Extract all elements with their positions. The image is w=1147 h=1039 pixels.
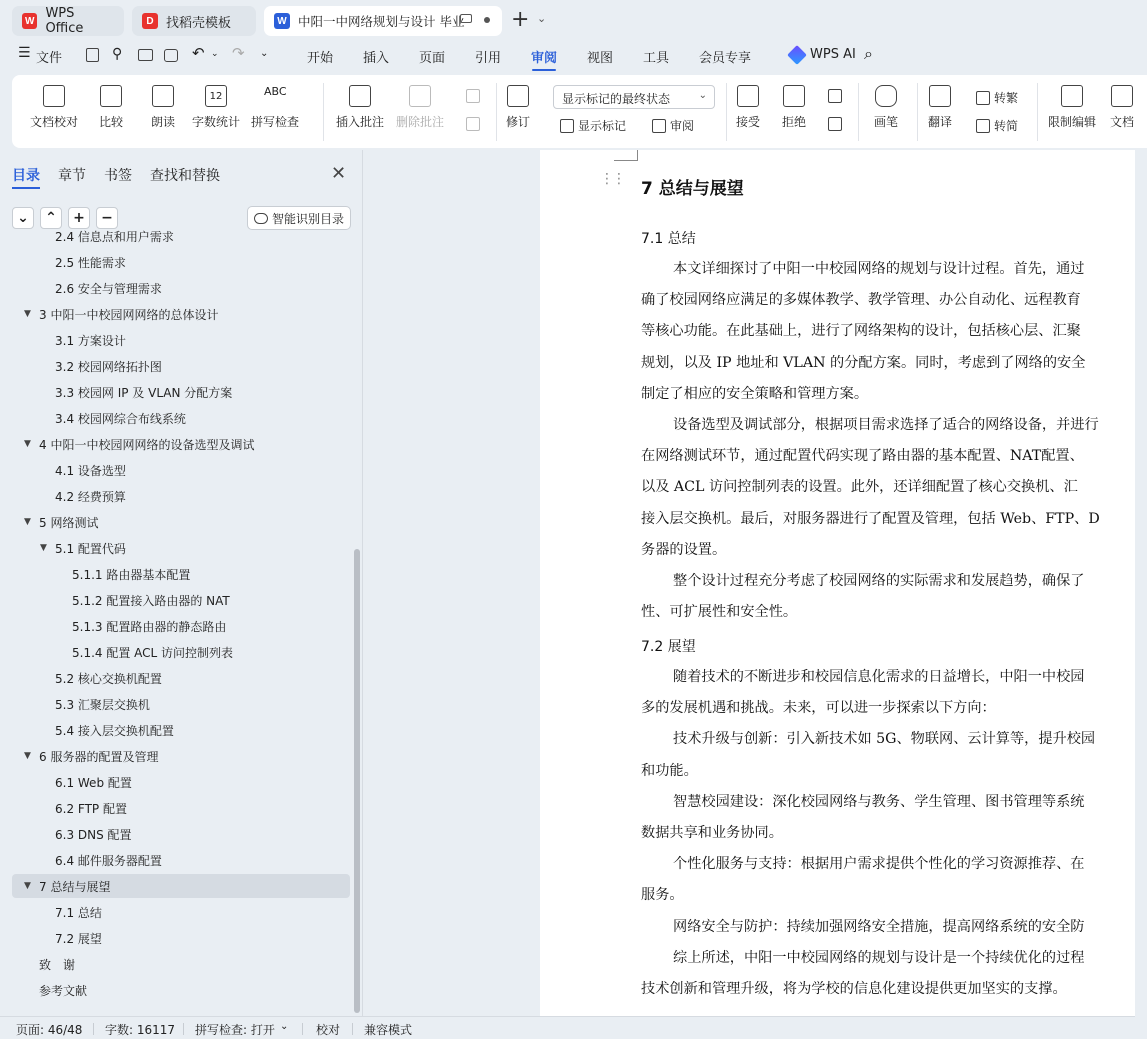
- toc-item-label: 6.4 邮件服务器配置: [55, 853, 162, 868]
- menu-references[interactable]: 引用: [475, 51, 502, 66]
- toc-item-label: 6.3 DNS 配置: [55, 827, 132, 842]
- paragraph-line: 技术升级与创新：引入新技术如 5G、物联网、云计算等，提升校园: [673, 731, 1096, 747]
- print-icon[interactable]: [138, 49, 153, 61]
- toc-item[interactable]: [12, 874, 350, 898]
- toc-item[interactable]: [12, 822, 350, 846]
- paragraph-line: 规划，以及 IP 地址和 VLAN 的分配方案。同时，考虑到了网络的安全: [641, 355, 1086, 371]
- word-count-icon: 12: [205, 85, 227, 107]
- paragraph-line: 务器的设置。: [641, 542, 727, 558]
- revise-button[interactable]: 修订: [506, 85, 530, 130]
- toc-item[interactable]: [12, 900, 350, 924]
- undo-icon[interactable]: ↶: [192, 44, 205, 62]
- reject-button[interactable]: 拒绝: [782, 85, 806, 130]
- word-count-indicator[interactable]: 字数: 16117: [105, 1023, 176, 1037]
- paragraph-line: 制定了相应的安全策略和管理方案。: [641, 386, 869, 402]
- toc-item-label: 6.2 FTP 配置: [55, 801, 127, 816]
- toc-item[interactable]: [12, 484, 350, 508]
- redo-icon[interactable]: ↷: [232, 44, 245, 62]
- word-doc-icon: W: [274, 13, 290, 29]
- review-pane-button[interactable]: 审阅: [652, 117, 694, 134]
- toc-item-label: 5.3 汇聚层交换机: [55, 697, 150, 712]
- panel-tab-toc[interactable]: 目录: [12, 168, 40, 184]
- tab-docer-templates[interactable]: [132, 6, 256, 36]
- next-comment-icon[interactable]: [466, 117, 484, 131]
- toc-item-label: 参考文献: [39, 983, 88, 998]
- toc-expand-arrow-icon[interactable]: ▼: [40, 543, 47, 553]
- tab-label: 找稻壳模板: [166, 15, 232, 31]
- next-change-icon[interactable]: [828, 117, 846, 131]
- tab-document[interactable]: [264, 6, 502, 36]
- delete-comment-button[interactable]: 删除批注: [396, 85, 444, 130]
- toc-item[interactable]: [12, 666, 350, 690]
- new-tab-button[interactable]: +: [511, 7, 530, 32]
- drag-handle-icon[interactable]: ⋮⋮: [600, 171, 624, 187]
- tab-label: 中阳一中网络规划与设计 毕业: [298, 14, 465, 29]
- toc-item-label: 5.1 配置代码: [55, 541, 126, 556]
- menu-wps-ai[interactable]: WPS AI: [810, 47, 856, 62]
- toc-item-label: 4.2 经费预算: [55, 489, 126, 504]
- menu-tools[interactable]: 工具: [643, 51, 670, 66]
- markup-display-select[interactable]: 显示标记的最终状态 ⌄: [553, 85, 715, 109]
- ribbon-separator: [323, 83, 324, 141]
- compare-icon: [100, 85, 122, 107]
- toc-item-label: 2.6 安全与管理需求: [55, 281, 162, 296]
- toc-item-label: 3 中阳一中校园网网络的总体设计: [39, 307, 219, 322]
- reject-icon: [783, 85, 805, 107]
- revise-icon: [507, 85, 529, 107]
- ribbon-separator: [917, 83, 918, 141]
- menu-member[interactable]: 会员专享: [699, 51, 752, 66]
- toc-item-label: 3.3 校园网 IP 及 VLAN 分配方案: [55, 385, 233, 400]
- remove-heading-button[interactable]: −: [96, 207, 118, 229]
- quick-access-chevron-icon[interactable]: ⌄: [260, 48, 269, 59]
- toc-expand-arrow-icon[interactable]: ▼: [24, 751, 31, 761]
- toc-item-label: 5.2 核心交换机配置: [55, 671, 162, 686]
- menu-page[interactable]: 页面: [419, 51, 446, 66]
- navigation-panel: [0, 150, 363, 1016]
- status-separator: [302, 1023, 303, 1035]
- toc-item[interactable]: [12, 926, 350, 950]
- ribbon-separator: [726, 83, 727, 141]
- toc-expand-arrow-icon[interactable]: ▼: [24, 881, 31, 891]
- toc-item-label: 5.4 接入层交换机配置: [55, 723, 174, 738]
- toc-item[interactable]: [12, 302, 350, 326]
- pen-icon: [875, 85, 897, 107]
- save-icon[interactable]: [86, 48, 99, 62]
- toc-item[interactable]: [12, 432, 350, 456]
- doc-proof-button[interactable]: 文档校对: [30, 85, 78, 130]
- status-separator: [352, 1023, 353, 1035]
- toc-item[interactable]: [12, 796, 350, 820]
- toc-item[interactable]: [12, 562, 350, 586]
- toc-item-label: 7 总结与展望: [39, 879, 111, 894]
- lock-doc-icon: [1061, 85, 1083, 107]
- delete-comment-icon: [409, 85, 431, 107]
- status-bar: [0, 1016, 1135, 1039]
- active-panel-tab-indicator: [12, 187, 40, 189]
- doc-permission-icon: [1111, 85, 1133, 107]
- prev-comment-icon[interactable]: [466, 89, 484, 103]
- status-separator: [183, 1023, 184, 1035]
- toc-item-label: 6.1 Web 配置: [55, 775, 132, 790]
- toc-item[interactable]: [12, 510, 350, 534]
- toc-scrollbar[interactable]: [354, 549, 360, 1013]
- paragraph-line: 在网络测试环节，通过配置代码实现了路由器的基本配置、NAT配置、: [641, 448, 1084, 464]
- unsaved-dot-icon[interactable]: [484, 17, 490, 23]
- toc-item[interactable]: [12, 692, 350, 716]
- spell-check-chevron-icon[interactable]: ⌄: [280, 1021, 289, 1032]
- toc-item-label: 7.2 展望: [55, 931, 102, 946]
- crop-mark: [614, 150, 638, 161]
- paragraph-line: 性、可扩展性和安全性。: [641, 604, 798, 620]
- read-aloud-icon: [152, 85, 174, 107]
- paragraph-line: 综上所述，中阳一中校园网络的规划与设计是一个持续优化的过程: [673, 950, 1085, 966]
- toc-item[interactable]: [12, 276, 350, 300]
- toc-item[interactable]: [12, 224, 350, 248]
- toc-item-label: 5.1.3 配置路由器的静态路由: [72, 619, 227, 634]
- toc-item[interactable]: [12, 328, 350, 352]
- heading-7-1: 7.1 总结: [641, 231, 696, 247]
- tab-label: WPS Office: [45, 6, 84, 36]
- to-traditional-button[interactable]: 转繁: [976, 89, 1018, 106]
- review-pane-icon: [652, 119, 666, 133]
- toc-item[interactable]: [12, 536, 350, 560]
- menu-review[interactable]: 审阅: [531, 51, 558, 66]
- toc-item[interactable]: [12, 614, 350, 638]
- toc-item[interactable]: [12, 588, 350, 612]
- paragraph-line: 个性化服务与支持：根据用户需求提供个性化的学习资源推荐、在: [673, 856, 1085, 872]
- hamburger-icon[interactable]: ☰: [18, 45, 31, 61]
- toc-item-label: 3.2 校园网络拓扑图: [55, 359, 162, 374]
- paragraph-line: 技术创新和管理升级，将为学校的信息化建设提供更加坚实的支撑。: [641, 981, 1067, 997]
- toc-item[interactable]: [12, 978, 350, 1002]
- prev-change-icon[interactable]: [828, 89, 846, 103]
- doc-proof-icon: [43, 85, 65, 107]
- translate-icon: [929, 85, 951, 107]
- paragraph-line: 确了校园网络应满足的多媒体教学、教学管理、办公自动化、远程教育: [641, 292, 1081, 308]
- show-markup-button[interactable]: 显示标记: [560, 117, 626, 134]
- show-markup-icon: [560, 119, 574, 133]
- toc-item-label: 2.4 信息点和用户需求: [55, 229, 174, 244]
- panel-tab-sections[interactable]: 章节: [58, 168, 86, 184]
- menu-bar: [0, 40, 1135, 72]
- toc-item[interactable]: [12, 380, 350, 404]
- toc-item-label: 5 网络测试: [39, 515, 99, 530]
- review-ribbon: [12, 75, 1147, 148]
- ink-button[interactable]: 画笔: [874, 85, 898, 130]
- share-icon[interactable]: ⚲: [112, 46, 123, 62]
- word-count-button[interactable]: 12 字数统计: [192, 85, 240, 130]
- toc-item-label: 5.1.4 配置 ACL 访问控制列表: [72, 645, 234, 660]
- menu-insert[interactable]: 插入: [363, 51, 390, 66]
- spell-check-button[interactable]: ABC 拼写检查: [251, 85, 300, 129]
- tab-wps-office[interactable]: [12, 6, 124, 36]
- paragraph-line: 本文详细探讨了中阳一中校园网络的规划与设计过程。首先，通过: [673, 261, 1085, 277]
- simplified-icon: [976, 119, 990, 133]
- toc-item[interactable]: [12, 770, 350, 794]
- toc-item[interactable]: [12, 250, 350, 274]
- paragraph-line: 和功能。: [641, 763, 698, 779]
- paragraph-line: 以及 ACL 访问控制列表的设置。此外，还详细配置了核心交换机、汇: [641, 479, 1078, 495]
- toc-item[interactable]: [12, 640, 350, 664]
- wps-logo-icon: W: [22, 13, 37, 29]
- restrict-edit-button[interactable]: 限制编辑: [1048, 85, 1096, 130]
- heading-7-2: 7.2 展望: [641, 639, 696, 655]
- paragraph-line: 随着技术的不断进步和校园信息化需求的日益增长，中阳一中校园: [673, 669, 1085, 685]
- toc-item-label: 3.1 方案设计: [55, 333, 126, 348]
- active-menu-indicator: [532, 69, 556, 71]
- chevron-down-icon: ⌄: [698, 90, 707, 101]
- compat-mode-status: 兼容模式: [364, 1023, 413, 1037]
- toc-item-label: 5.1.1 路由器基本配置: [72, 567, 191, 582]
- heading-chapter-7: 7 总结与展望: [641, 179, 744, 199]
- add-heading-button[interactable]: +: [68, 207, 90, 229]
- status-separator: [93, 1023, 94, 1035]
- doc-permission-button[interactable]: 文档: [1110, 85, 1134, 130]
- paragraph-line: 等核心功能。在此基础上，进行了网络架构的设计，包括核心层、汇聚: [641, 323, 1081, 339]
- ribbon-separator: [1037, 83, 1038, 141]
- toc-item[interactable]: [12, 744, 350, 768]
- toc-item-label: 4.1 设备选型: [55, 463, 126, 478]
- collapse-up-button[interactable]: ⌃: [40, 207, 62, 229]
- page-indicator[interactable]: 页面: 46/48: [16, 1023, 83, 1037]
- document-page[interactable]: [540, 150, 1135, 1016]
- menu-view[interactable]: 视图: [587, 51, 614, 66]
- toc-item[interactable]: [12, 848, 350, 872]
- paragraph-line: 整个设计过程充分考虑了校园网络的实际需求和发展趋势，确保了: [673, 573, 1085, 589]
- paragraph-line: 服务。: [641, 887, 684, 903]
- toc-expand-arrow-icon[interactable]: ▼: [24, 517, 31, 527]
- spell-check-icon: ABC: [264, 85, 287, 98]
- to-simplified-button[interactable]: 转简: [976, 117, 1018, 134]
- toc-item[interactable]: [12, 354, 350, 378]
- toc-item-label: 6 服务器的配置及管理: [39, 749, 159, 764]
- toc-item-label: 5.1.2 配置接入路由器的 NAT: [72, 593, 230, 608]
- menu-file[interactable]: 文件: [36, 51, 63, 66]
- close-icon[interactable]: ✕: [331, 163, 347, 184]
- title-tab-bar: [0, 0, 1135, 40]
- docer-icon: D: [142, 13, 158, 29]
- ribbon-separator: [858, 83, 859, 141]
- ribbon-separator: [496, 83, 497, 141]
- toc-item-label: 致 谢: [39, 957, 76, 972]
- paragraph-line: 接入层交换机。最后，对服务器进行了配置及管理，包括 Web、FTP、D: [641, 511, 1100, 527]
- toc-expand-arrow-icon[interactable]: ▼: [24, 439, 31, 449]
- undo-dropdown-icon[interactable]: ⌄: [211, 49, 219, 59]
- print-preview-icon[interactable]: [164, 49, 178, 62]
- paragraph-line: 多的发展机遇和挑战。未来，可以进一步探索以下方向：: [641, 700, 996, 716]
- tab-list-chevron-icon[interactable]: ⌄: [537, 12, 547, 25]
- proof-status[interactable]: 校对: [316, 1023, 341, 1037]
- paragraph-line: 数据共享和业务协同。: [641, 825, 783, 841]
- toc-item[interactable]: [12, 952, 350, 976]
- menu-home[interactable]: 开始: [307, 51, 334, 66]
- paragraph-line: 设备选型及调试部分，根据项目需求选择了适合的网络设备，并进行: [673, 417, 1099, 433]
- traditional-icon: [976, 91, 990, 105]
- compare-button[interactable]: 比较: [99, 85, 123, 130]
- paragraph-line: 网络安全与防护：持续加强网络安全措施，提高网络系统的安全防: [673, 919, 1085, 935]
- accept-button[interactable]: 接受: [736, 85, 760, 130]
- screen-icon[interactable]: [460, 14, 472, 23]
- search-icon[interactable]: ⌕: [864, 44, 873, 63]
- insert-comment-button[interactable]: 插入批注: [336, 85, 384, 130]
- spell-check-status[interactable]: 拼写检查: 打开: [195, 1023, 275, 1037]
- toc-item-label: 2.5 性能需求: [55, 255, 126, 270]
- toc-item-label: 3.4 校园网综合布线系统: [55, 411, 186, 426]
- translate-button[interactable]: 翻译: [928, 85, 952, 130]
- paragraph-line: 智慧校园建设：深化校园网络与教务、学生管理、图书管理等系统: [673, 794, 1085, 810]
- smart-toc-button[interactable]: 智能识别目录: [247, 206, 351, 230]
- toc-item[interactable]: [12, 718, 350, 742]
- toc-item-label: 4 中阳一中校园网网络的设备选型及调试: [39, 437, 255, 452]
- toc-item[interactable]: [12, 406, 350, 430]
- insert-comment-icon: [349, 85, 371, 107]
- toc-item[interactable]: [12, 458, 350, 482]
- expand-down-button[interactable]: ⌄: [12, 207, 34, 229]
- toc-expand-arrow-icon[interactable]: ▼: [24, 309, 31, 319]
- toc-list: [0, 229, 350, 1012]
- smart-toc-icon: [254, 213, 268, 224]
- read-aloud-button[interactable]: 朗读: [151, 85, 175, 130]
- panel-tab-find-replace[interactable]: 查找和替换: [150, 168, 220, 184]
- toc-item-label: 7.1 总结: [55, 905, 102, 920]
- panel-tab-bookmarks[interactable]: 书签: [104, 168, 132, 184]
- wps-ai-logo-icon: [787, 45, 807, 65]
- accept-icon: [737, 85, 759, 107]
